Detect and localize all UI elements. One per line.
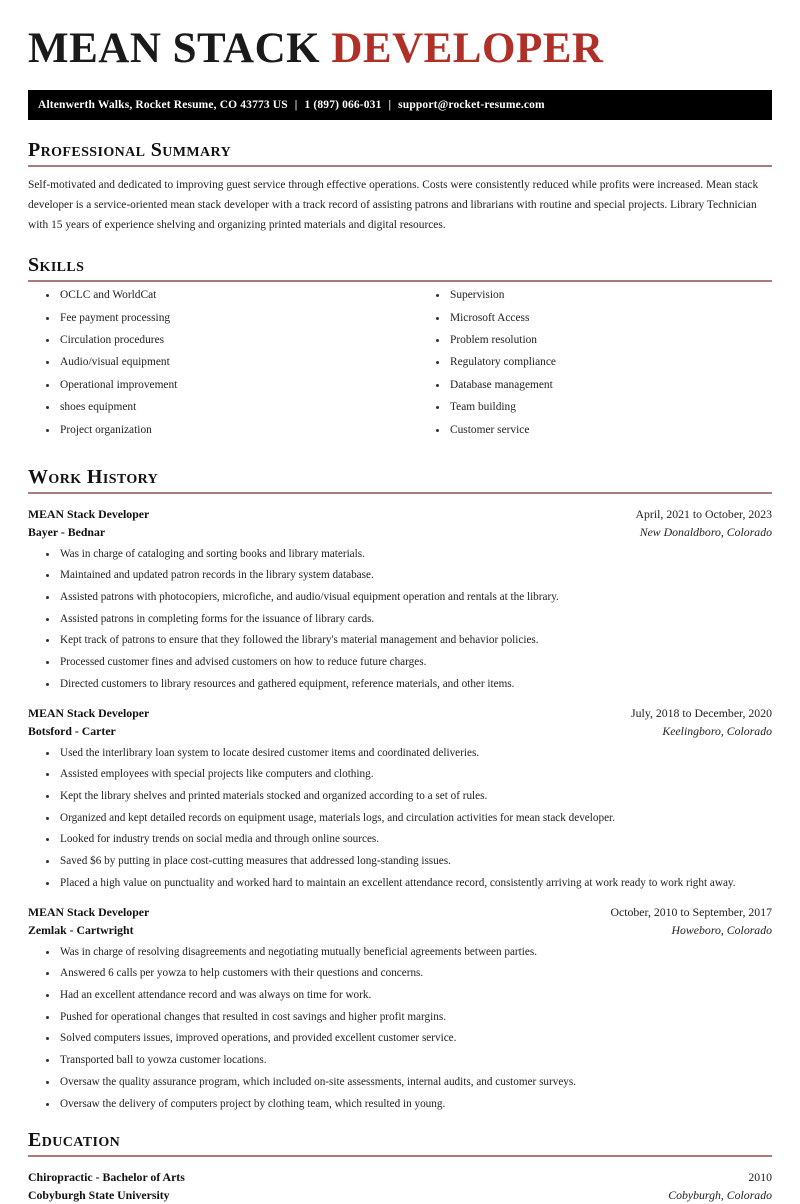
list-item: Was in charge of cataloging and sorting books and library materials.: [50, 549, 772, 560]
list-item: Placed a high value on punctuality and worked hard to maintain an excellent attendance record, consistently arriving at work ready to work right away.: [50, 878, 772, 889]
job-title-row: [28, 505, 772, 523]
list-item: Had an excellent attendance record and was always on time for work.: [50, 990, 772, 1001]
contact-separator-1: |: [294, 99, 298, 112]
list-item: Processed customer fines and advised customers on how to reduce future charges.: [50, 657, 772, 668]
list-item: Circulation procedures: [50, 335, 400, 346]
list-item: Used the interlibrary loan system to locate desired customer items and coordinated deliveries.: [50, 748, 772, 759]
contact-address: Altenwerth Walks, Rocket Resume, CO 43773 US: [38, 99, 288, 112]
job-dates: October, 2010 to September, 2017: [610, 905, 772, 920]
work-history-entry: [28, 505, 772, 690]
section-education: [28, 1128, 772, 1204]
section-heading-skills: Skills: [28, 254, 85, 277]
education-school-row: [28, 1186, 772, 1204]
list-item: Supervision: [440, 290, 772, 301]
list-item: Answered 6 calls per yowza to help customers with their questions and concerns.: [50, 968, 772, 979]
job-responsibilities-list: [28, 748, 772, 889]
skills-columns: [28, 290, 772, 447]
education-location: Cobyburgh, Colorado: [668, 1188, 772, 1203]
job-company: Botsford - Carter: [28, 724, 116, 739]
list-item: Project organization: [50, 425, 400, 436]
list-item: Kept the library shelves and printed materials stocked and organized according to a set of rules.: [50, 791, 772, 802]
list-item: Oversaw the quality assurance program, which included on-site assessments, internal audits, and customer surveys.: [50, 1077, 772, 1088]
summary-text: Self-motivated and dedicated to improving guest service through effective operations. Costs were consistently reduced while profits were increased. Mean stack developer is a service-oriented mean stack developer with a track record of assisting patrons and librarians with routine and special projects. Library Technician with 15 years of experience shelving and organizing printed materials and digital resources.: [28, 179, 759, 231]
section-divider-skills: [28, 280, 772, 282]
list-item: Database management: [440, 380, 772, 391]
job-responsibilities-list: [28, 549, 772, 690]
job-title: MEAN Stack Developer: [28, 706, 150, 721]
work-history-entry: [28, 903, 772, 1110]
job-company-row: [28, 722, 772, 740]
list-item: Assisted patrons with photocopiers, microfiche, and audio/visual equipment operation and rentals at the library.: [50, 592, 772, 603]
skills-list-left: [28, 290, 400, 436]
list-item: Kept track of patrons to ensure that they followed the library's material management and behavior policies.: [50, 635, 772, 646]
job-title: MEAN Stack Developer: [28, 905, 150, 920]
job-company: Zemlak - Cartwright: [28, 923, 134, 938]
section-divider-summary: [28, 165, 772, 167]
contact-phone[interactable]: 1 (897) 066-031: [304, 99, 382, 112]
job-title-row: [28, 704, 772, 722]
list-item: Maintained and updated patron records in the library system database.: [50, 570, 772, 581]
job-company: Bayer - Bednar: [28, 525, 106, 540]
job-title: MEAN Stack Developer: [28, 507, 150, 522]
skills-list-right: [418, 290, 772, 436]
list-item: Solved computers issues, improved operations, and provided excellent customer service.: [50, 1033, 772, 1044]
section-divider-education: [28, 1155, 772, 1157]
list-item: Organized and kept detailed records on equipment usage, materials logs, and circulation activities for mean stack developer.: [50, 813, 772, 824]
section-heading-education: Education: [28, 1128, 121, 1151]
page-title: [28, 0, 772, 73]
title-accent: DEVELOPER: [331, 25, 604, 72]
work-history-entry: [28, 704, 772, 889]
skills-column-left: [28, 290, 400, 447]
contact-bar: [28, 90, 772, 120]
list-item: Customer service: [440, 425, 772, 436]
job-location: Howeboro, Colorado: [671, 923, 772, 938]
list-item: Assisted employees with special projects like computers and clothing.: [50, 769, 772, 780]
list-item: OCLC and WorldCat: [50, 290, 400, 301]
section-divider-work-history: [28, 492, 772, 494]
section-work-history: [28, 465, 772, 1110]
list-item: Fee payment processing: [50, 313, 400, 324]
title-primary: MEAN STACK: [28, 25, 321, 72]
list-item: Team building: [440, 402, 772, 413]
job-responsibilities-list: [28, 947, 772, 1110]
list-item: Looked for industry trends on social media and through online sources.: [50, 834, 772, 845]
list-item: Saved $6 by putting in place cost-cutting measures that addressed long-standing issues.: [50, 856, 772, 867]
education-school: Cobyburgh State University: [28, 1188, 170, 1203]
job-location: Keelingboro, Colorado: [662, 724, 772, 739]
contact-email[interactable]: support@rocket-resume.com: [398, 99, 545, 112]
list-item: Transported ball to yowza customer locations.: [50, 1055, 772, 1066]
job-company-row: [28, 523, 772, 541]
section-professional-summary: [28, 138, 772, 235]
list-item: Problem resolution: [440, 335, 772, 346]
education-degree: Chiropractic - Bachelor of Arts: [28, 1169, 185, 1184]
list-item: Regulatory compliance: [440, 357, 772, 368]
list-item: Operational improvement: [50, 380, 400, 391]
list-item: Pushed for operational changes that resulted in cost savings and higher profit margins.: [50, 1012, 772, 1023]
contact-separator-2: |: [388, 99, 392, 112]
section-heading-work-history: Work History: [28, 466, 159, 489]
job-title-row: [28, 903, 772, 921]
job-location: New Donaldboro, Colorado: [639, 525, 772, 540]
list-item: Microsoft Access: [440, 313, 772, 324]
job-dates: April, 2021 to October, 2023: [635, 507, 772, 522]
job-company-row: [28, 921, 772, 939]
list-item: Oversaw the delivery of computers project by clothing team, which resulted in young.: [50, 1099, 772, 1110]
list-item: Assisted patrons in completing forms for the issuance of library cards.: [50, 614, 772, 625]
education-degree-row: [28, 1168, 772, 1186]
education-year: 2010: [748, 1169, 772, 1184]
section-heading-summary: Professional Summary: [28, 139, 232, 162]
job-dates: July, 2018 to December, 2020: [631, 706, 772, 721]
list-item: Was in charge of resolving disagreements and negotiating mutually beneficial agreements between parties.: [50, 947, 772, 958]
section-skills: [28, 253, 772, 447]
list-item: Directed customers to library resources and gathered equipment, reference materials, and other items.: [50, 679, 772, 690]
list-item: shoes equipment: [50, 402, 400, 413]
list-item: Audio/visual equipment: [50, 357, 400, 368]
skills-column-right: [400, 290, 772, 447]
education-entry: [28, 1168, 772, 1204]
